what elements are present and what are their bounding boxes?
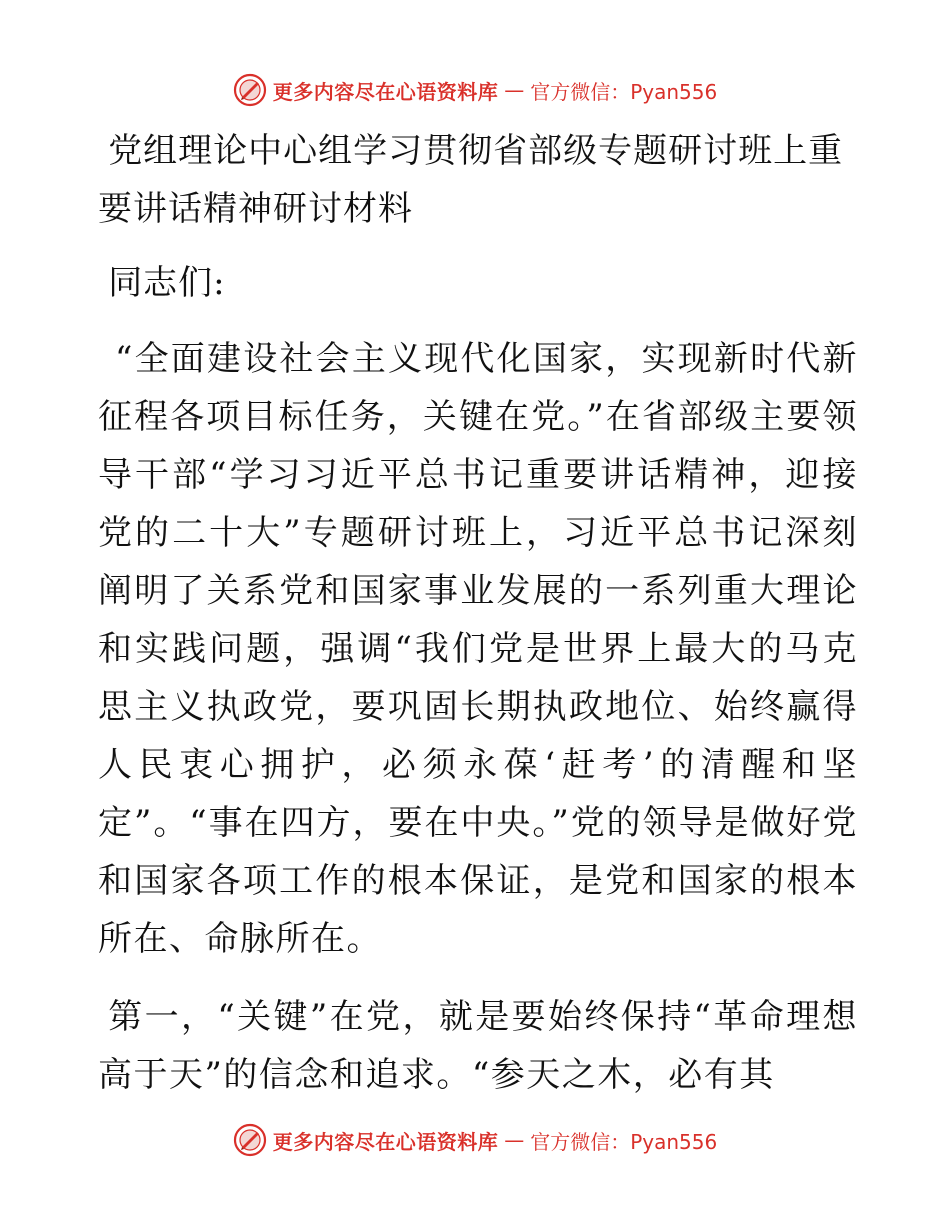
watermark-site-text: 更多内容尽在心语资料库 [272,1129,499,1154]
greeting: 同志们: [108,263,226,303]
footer-watermark [0,1120,950,1160]
watermark-separator: — [504,78,525,102]
document-title: 党组理论中心组学习贯彻省部级专题研讨班上重要讲话精神研讨材料 [98,131,844,229]
paragraph-2: 第一，“关键”在党，就是要始终保持“革命理想高于天”的信念和追求。“参天之木，必有其 [98,997,858,1095]
watermark-separator: — [504,1128,525,1152]
watermark-wechat-text: 官方微信：Pyan556 [530,1129,718,1154]
document-body [98,122,858,1104]
paragraph-1: “全面建设社会主义现代化国家，实现新时代新征程各项目标任务，关键在党。”在省部级主要领导干部“学习习近平总书记重要讲话精神，迎接党的二十大”专题研讨班上，习近平总书记深刻阐明了关系党和国家事业发展的一系列重大理论和实践问题，强调“我们党是世界上最大的马克思主义执政党，要巩固长期执政地位、始终赢得人民衷心拥护，必须永葆‘赶考’的清醒和坚定”。“事在四方，要在中央。”党的领导是做好党和国家各项工作的根本保证，是党和国家的根本所在、命脉所在。 [98,339,858,959]
watermark-wechat-text: 官方微信：Pyan556 [530,79,718,104]
header-watermark [0,70,950,110]
watermark-logo-icon [233,73,267,107]
watermark-site-text: 更多内容尽在心语资料库 [272,79,499,104]
watermark-logo-icon [233,1123,267,1157]
